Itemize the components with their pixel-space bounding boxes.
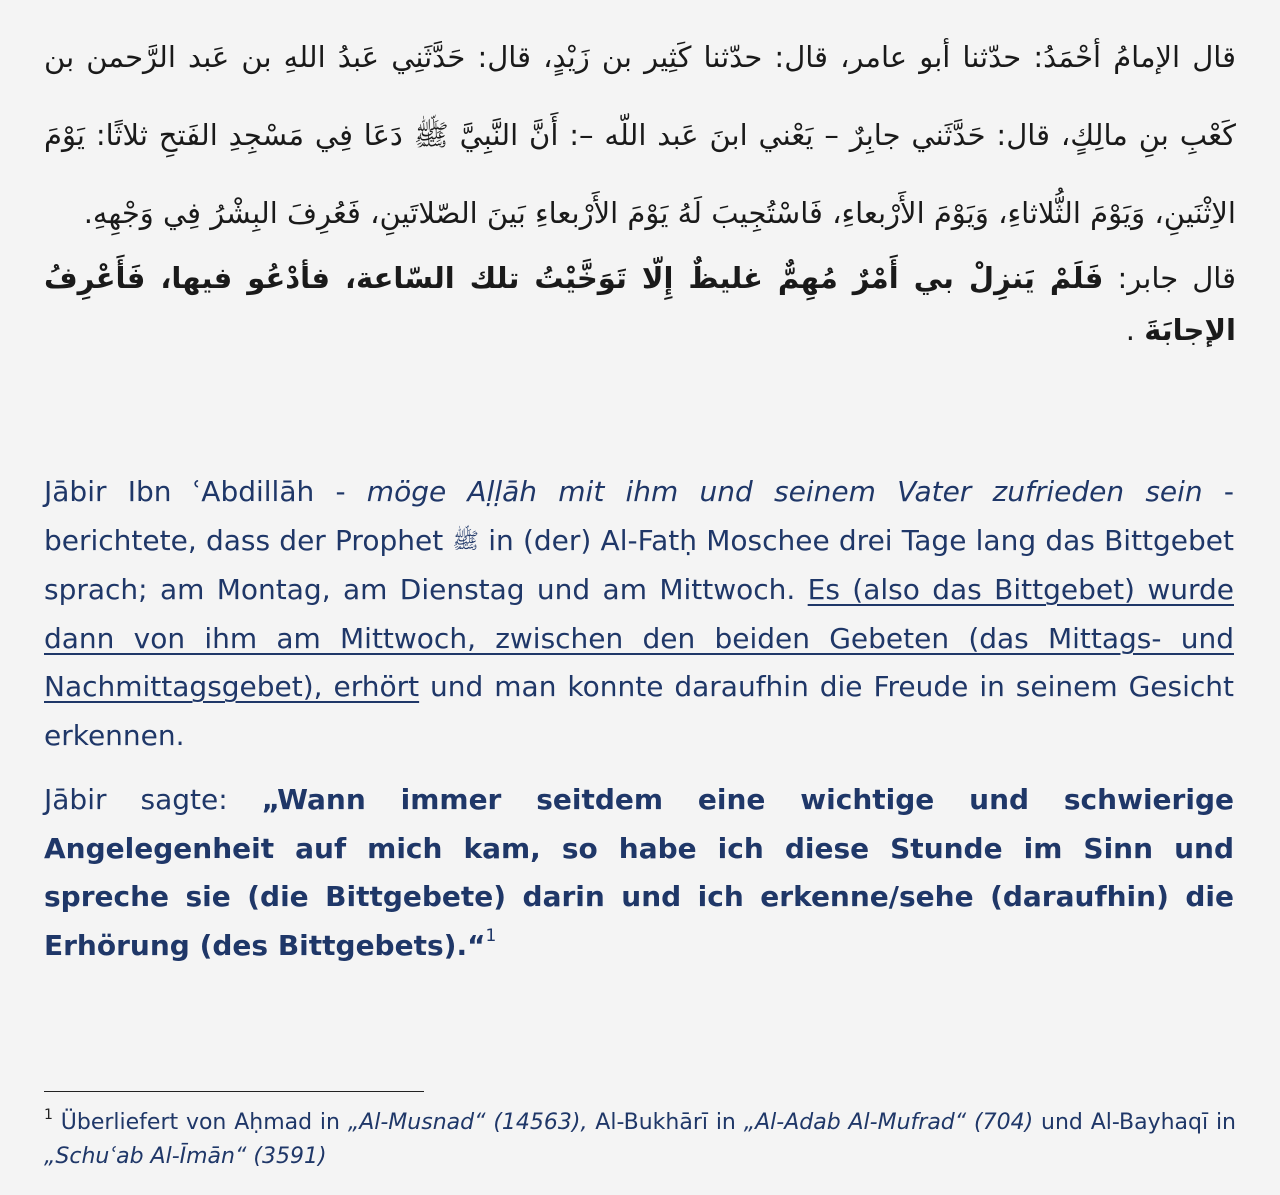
german-paragraph-1-end: und man konnte daraufhin die Freude in seinem Gesicht erkennen. [44, 670, 1234, 752]
footnote-text [44, 1106, 1236, 1174]
arabic-paragraph-2 [44, 252, 1236, 356]
footnote-text-3: und Al-Bayhaqī in [1033, 1110, 1236, 1135]
footnote-text-1: Überliefert von Aḥmad in [52, 1110, 348, 1135]
footnote-divider [44, 1091, 424, 1092]
german-paragraph-2 [44, 776, 1234, 970]
salawat-symbol-icon: ﷺ [452, 528, 479, 554]
source-shuab-al-iman: „Schuʿab Al-Īmān“ (3591) [44, 1144, 327, 1169]
german-paragraph-2-intro: Jābir sagte: [44, 783, 262, 816]
german-paragraph-1-text: - berichtete, dass der Prophet [44, 475, 1234, 557]
german-translation [44, 468, 1234, 970]
source-musnad: „Al-Musnad“ (14563), [347, 1110, 588, 1135]
jabir-quote: „Wann immer seitdem eine wichtige und schwierige Angelegenheit auf mich kam, so habe ich diese Stunde im Sinn und spreche sie (die Bittgebete) darin und ich erkenne/sehe (daraufhin) die Erhörung (des Bittgebets).“ [44, 783, 1234, 962]
arabic-paragraph-2-intro: قال جابر: [1103, 261, 1237, 295]
arabic-paragraph-2-bold: فَلَمْ يَنزِلْ بي أَمْرٌ مُهِمٌّ غليظٌ إِلّا تَوَخَّيْتُ تلك السّاعة، فأدْعُو فيها، فَأَعْرِفُ الإجابَةَ [44, 261, 1236, 347]
source-adab-al-mufrad: „Al-Adab Al-Mufrad“ (704) [743, 1110, 1034, 1135]
german-paragraph-1-text-2: in (der) Al-Fatḥ Moschee drei Tage lang das Bittgebet sprach; am Montag, am Dienstag und am Mittwoch. [44, 523, 1235, 606]
underlined-text: Es (also das Bittgebet) wurde dann von ihm am Mittwoch, zwischen den beiden Gebeten (das Mittags- und Nachmittagsgebet), erhört [44, 573, 1234, 703]
arabic-hadith-text [44, 18, 1236, 356]
footnote-reference[interactable]: 1 [485, 925, 497, 946]
footnote-number: 1 [44, 1107, 53, 1123]
footnote [44, 1106, 1236, 1174]
narrator-name: Jābir Ibn ʿAbdillāh - [44, 475, 367, 508]
footnote-text-2: Al-Bukhārī in [587, 1110, 744, 1135]
arabic-paragraph-2-end: . [1125, 313, 1145, 347]
blessing-text: möge Aḷḷāh mit ihm und seinem Vater zufrieden sein [366, 475, 1203, 508]
arabic-paragraph-1: قال الإمامُ أحْمَدُ: حدّثنا أبو عامر، قال: حدّثنا كَثِير بن زَيْدٍ، قال: حَدَّثَنِي عَبدُ اللهِ بن عَبد الرَّحمن بن كَعْبِ بنِ مالِكٍ، قال: حَدَّثَني جابِرٌ – يَعْني ابنَ عَبد اللّه –: أَنَّ النَّبِيَّ ﷺ دَعَا فِي مَسْجِدِ الفَتحِ ثلاثًا: يَوْمَ الاِثْنَينِ، وَيَوْمَ الثُّلاثاءِ، وَيَوْمَ الأَرْبعاءِ، فَاسْتُجِيبَ لَهُ يَوْمَ الأَرْبعاءِ بَينَ الصّلاتَينِ، فَعُرِفَ البِشْرُ فِي وَجْهِهِ. [44, 40, 1236, 230]
german-paragraph-1 [44, 468, 1234, 760]
